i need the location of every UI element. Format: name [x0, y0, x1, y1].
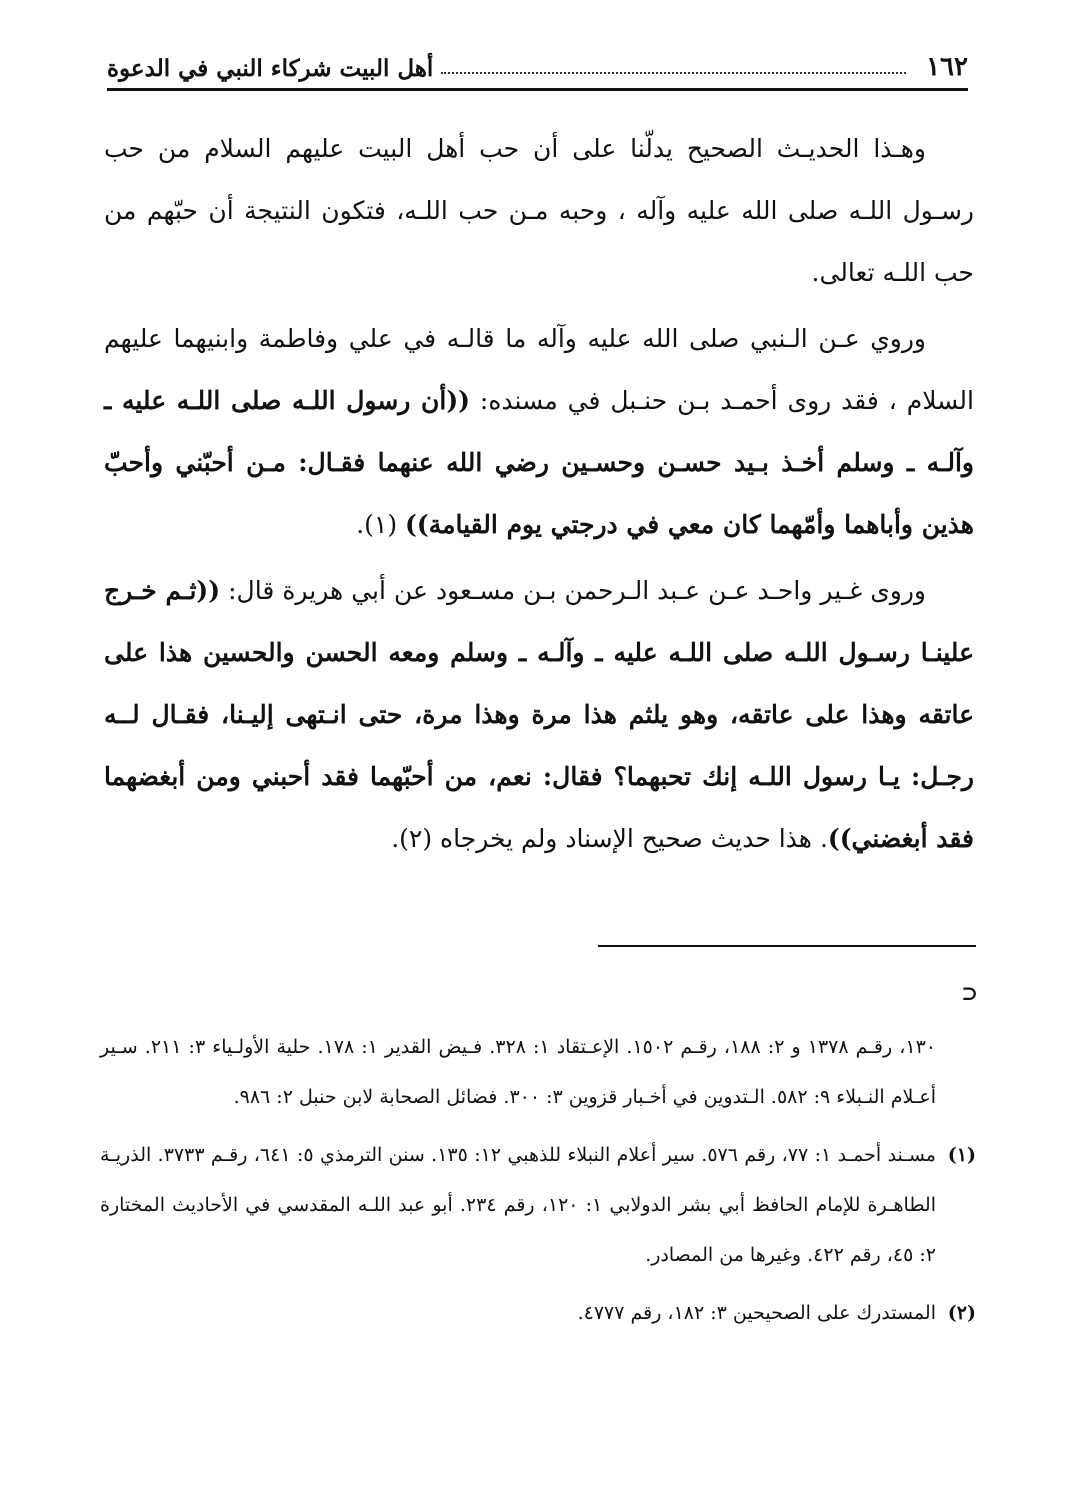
footnote: [100, 1288, 976, 1338]
running-title: أهل البيت شركاء النبي في الدعوة: [107, 55, 434, 82]
header-leader-dots: [441, 72, 906, 74]
paragraph-text: وروى غـير واحـد عـن عـبد الـرحمن بـن مسـعود عن أبي هريرة قال:: [220, 576, 926, 605]
paragraph-text: وروي عـن الـنبي صلى الله عليه وآله ما قالـه في علي وفاطمة وابنيهما عليهم السلام ، فقد روى أحمـد بـن حنـبل في مسنده:: [104, 324, 974, 415]
page-number: ١٦٢: [926, 52, 968, 82]
footnote-reference: (١).: [356, 510, 406, 539]
paragraph-text: . هذا حديث صحيح الإسناد ولم يخرجاه (٢).: [391, 824, 828, 853]
continuation-mark: ⊃: [961, 981, 978, 1005]
footnote-text: مسـند أحمـد ١: ٧٧، رقم ٥٧٦. سير أعلام النبلاء للذهبي ١٢: ١٣٥. سنن الترمذي ٥: ٦٤١، رقـم ٣٧٣٣. الذريـة الطاهـرة للإمام الحافظ أبي بشر الدولابي ١: ١٢٠، رقم ٢٣٤. أبو عبد اللـه المقدسي في الأحاديث المختارة ٢: ٤٥، رقم ٤٢٢. وغيرها من المصادر.: [100, 1144, 936, 1266]
hadith-quote: ((ثـم خـرج علينـا رسـول اللـه صلى اللـه عليه ـ وآلـه ـ وسلم ومعه الحسن والحسين هذا على عاتقه وهذا على عاتقه، وهو يلثم هذا مرة وهذا مرة، حتى انـتهى إليـنا، فقـال لــه رجـل: يـا رسول اللـه إنك تحبهما؟ فقال: نعم، من أحبّهما فقد أحبني ومن أبغضهما فقد أبغضني)): [104, 576, 974, 853]
hadith-quote: ((أن رسول اللـه صلى اللـه عليه ـ وآلـه ـ وسلم أخـذ بـيد حسـن وحسـين رضي الله عنهما فقـال: مـن أحبّني وأحبّ هذين وأباهما وأمّهما كان معي في درجتي يوم القيامة)): [104, 386, 974, 539]
paragraph-text: وهـذا الحديـث الصحيح يدلّنا على أن حب أهل البيت عليهم السلام من حب رسـول اللـه صلى الله عليه وآله ، وحبه مـن حب اللـه، فتكون النتيجة أن حبّهم من حب اللـه تعالى.: [104, 134, 974, 287]
paragraph: [104, 308, 974, 556]
footnote-separator: [598, 945, 976, 947]
footnote-continued: ١٣٠، رقـم ١٣٧٨ و ٢: ١٨٨، رقـم ١٥٠٢. الإعـتقاد ١: ٣٢٨. فـيض القدير ١: ١٧٨. حلية الأولـياء ٣: ٢١١. سـير أعـلام النـبلاء ٩: ٥٨٢. الـتدوين في أخـبار قزوين ٣: ٣٠٠. فضائل الصحابة لابن حنبل ٢: ٩٨٦.: [100, 1036, 936, 1108]
paragraph: [104, 118, 974, 304]
main-text: [104, 118, 974, 874]
footnote-marker: (٢): [947, 1302, 976, 1324]
footnote: [100, 1130, 976, 1280]
paragraph: [104, 560, 974, 870]
running-header: [107, 36, 968, 91]
footnotes: [100, 1022, 976, 1346]
footnote-text: المستدرك على الصحيحين ٣: ١٨٢، رقم ٤٧٧٧.: [577, 1302, 936, 1324]
footnote-marker: (١): [947, 1144, 976, 1166]
